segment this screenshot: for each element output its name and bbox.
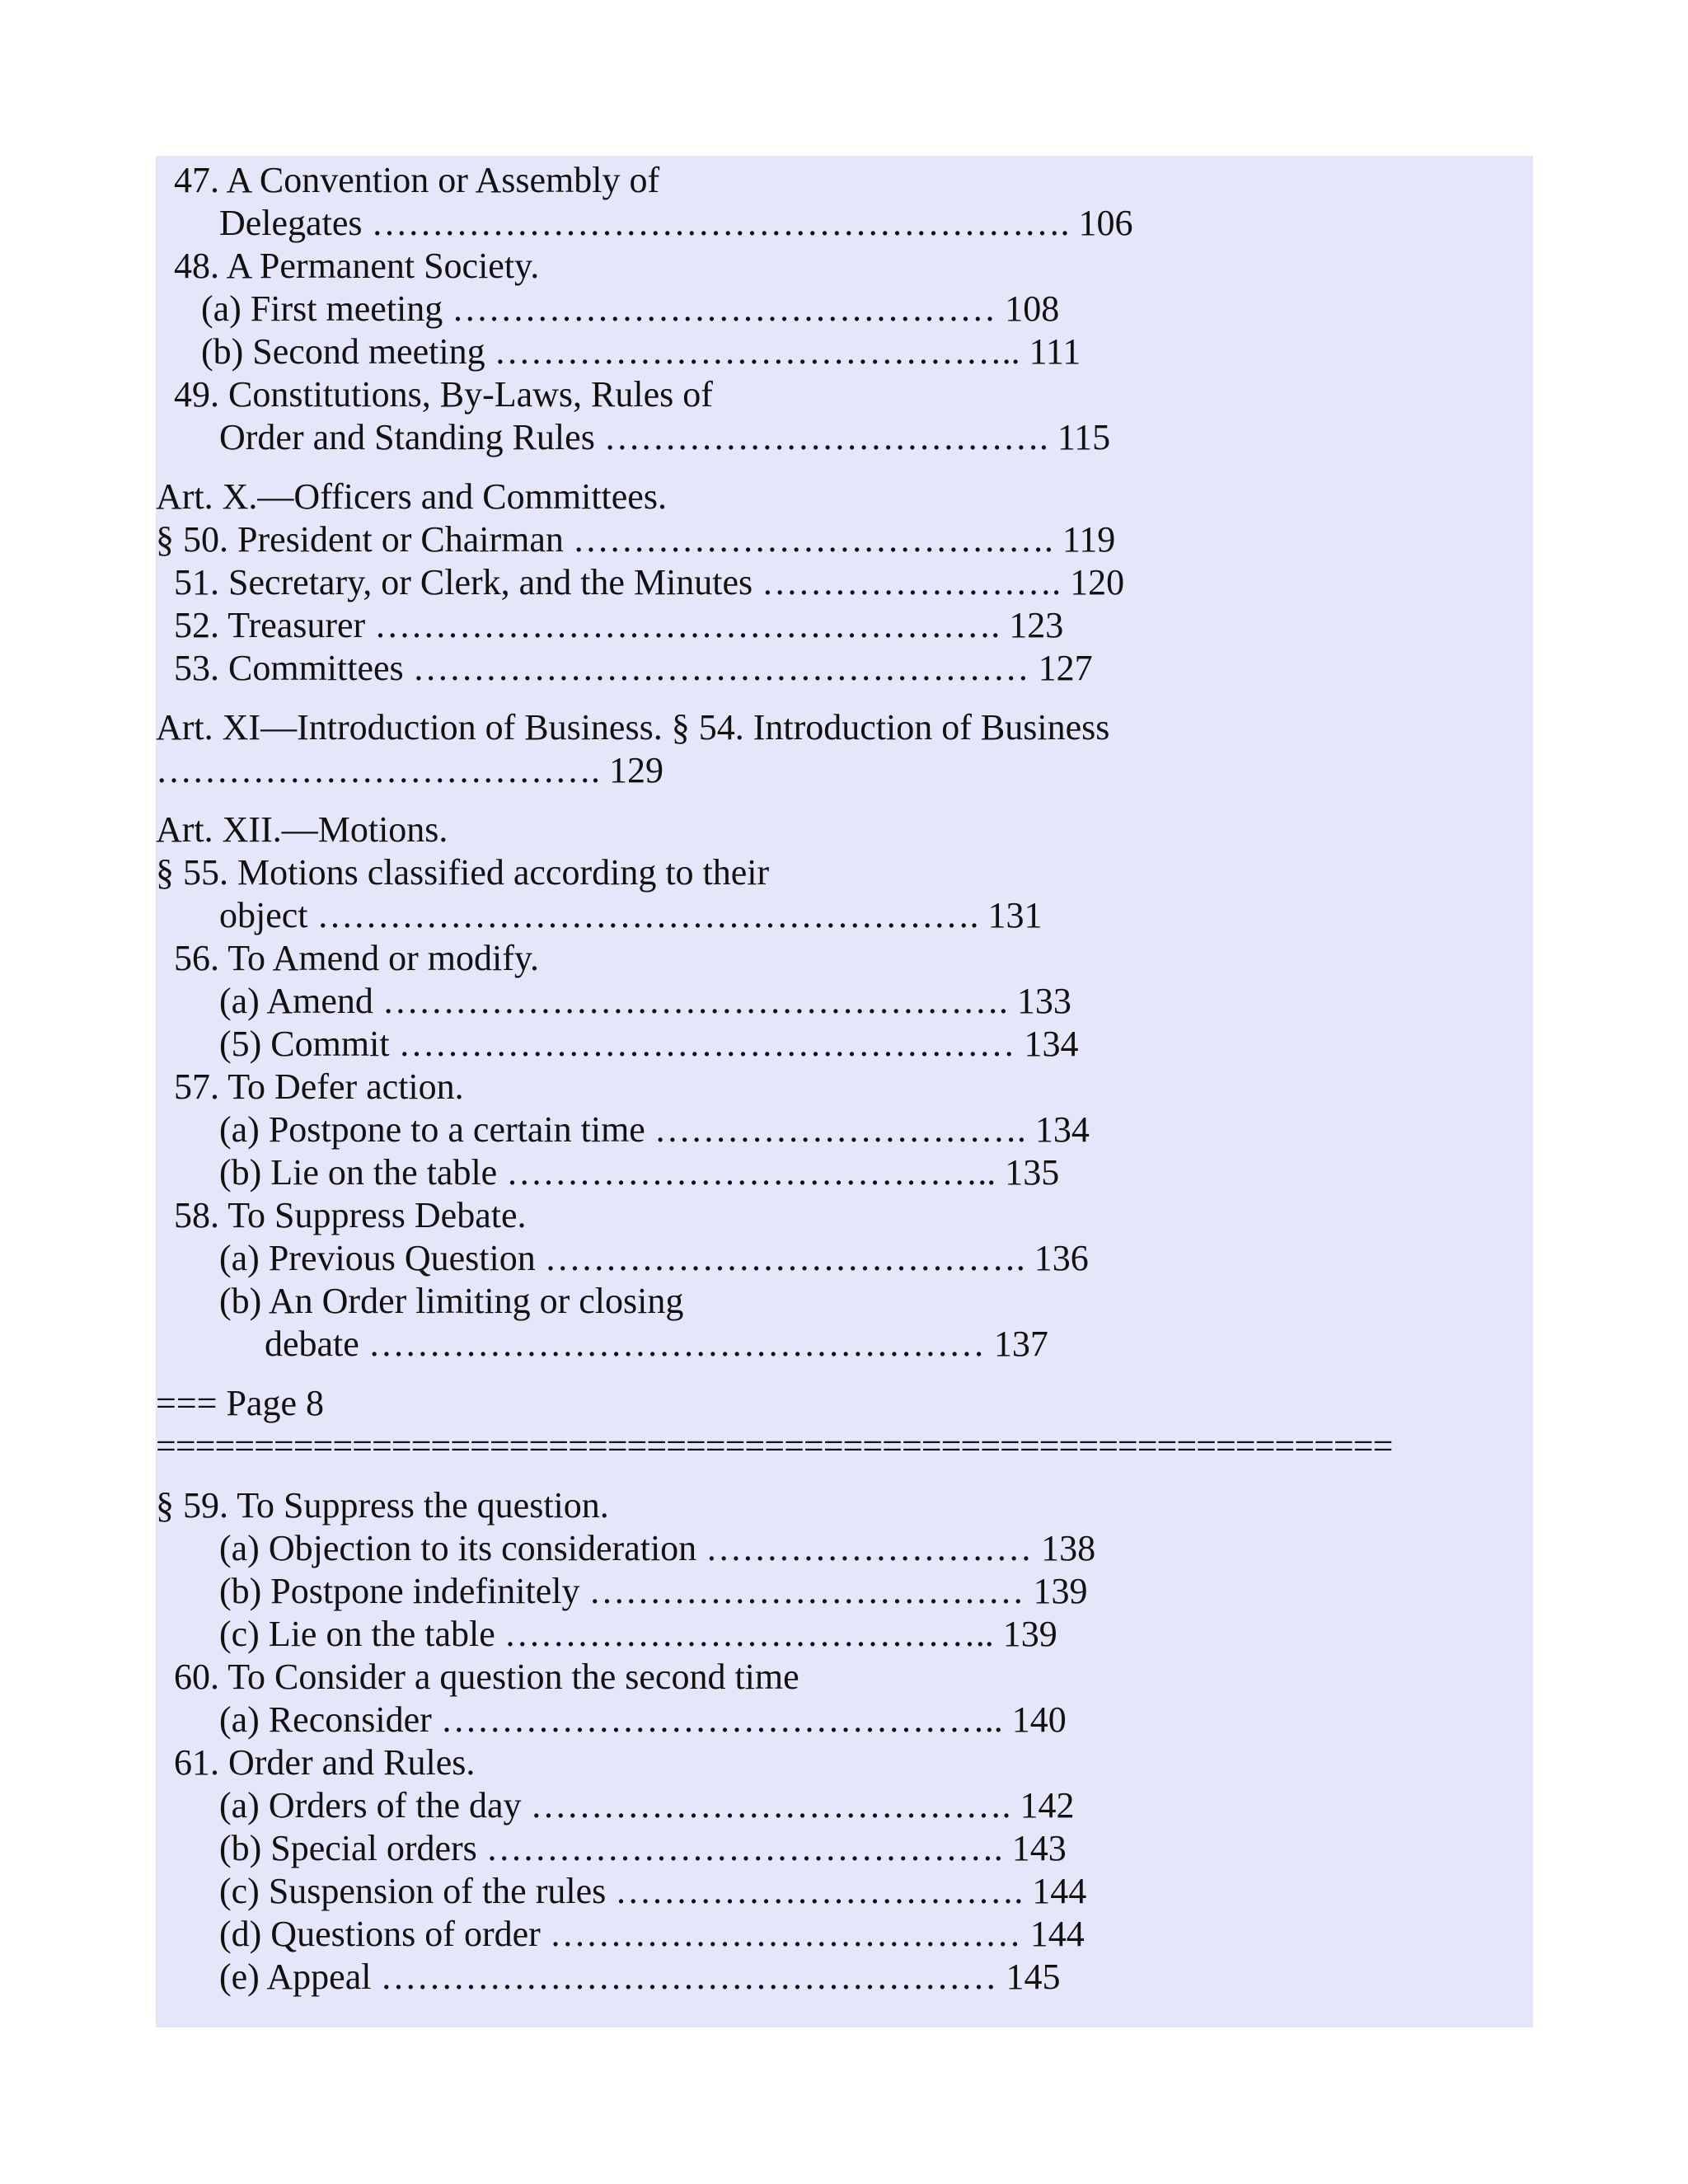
toc-entry: (b) Postpone indefinitely ……………………………… 139 [156,1571,1088,1611]
toc-entry: (d) Questions of order ………………………………… 144 [156,1914,1085,1954]
toc-block-officers [156,476,1533,690]
toc-entry: 49. Constitutions, By-Laws, Rules of [156,374,713,415]
toc-entry: 51. Secretary, or Clerk, and the Minutes ……………………. 120 [156,562,1125,602]
toc-entry: debate …………………………………………… 137 [156,1324,1048,1364]
toc-entry: 53. Committees …………………………………………… 127 [156,648,1093,688]
toc-entry: (a) First meeting ……………………………………… 108 [156,288,1060,329]
toc-entry: Art. XII.—Motions. [156,809,448,850]
table-of-contents [156,156,1533,1999]
toc-entry: (b) Special orders ……………………………………. 143 [156,1828,1067,1868]
toc-entry: Art. XI—Introduction of Business. § 54. Introduction of Business [156,707,1110,748]
toc-entry: 61. Order and Rules. [156,1742,476,1783]
toc-entry: (c) Suspension of the rules ……………………………. 144 [156,1871,1087,1911]
toc-entry: 48. A Permanent Society. [156,246,540,286]
toc-entry: (b) Second meeting …………………………………….. 111 [156,331,1081,372]
toc-entry: 60. To Consider a question the second time [156,1657,799,1697]
toc-entry: (e) Appeal …………………………………………… 145 [156,1957,1061,1997]
toc-entry: (a) Reconsider ……………………………………….. 140 [156,1699,1067,1740]
toc-entry: § 55. Motions classified according to their [156,852,770,893]
toc-entry: 56. To Amend or modify. [156,938,540,978]
toc-entry: (a) Postpone to a certain time …………………………. 134 [156,1109,1090,1150]
toc-entry: Art. X.—Officers and Committees. [156,476,667,517]
toc-entry: (c) Lie on the table ………………………………….. 139 [156,1614,1057,1654]
toc-entry: Delegates …………………………………………………. 106 [156,203,1133,243]
toc-entry: Order and Standing Rules ………………………………. 115 [156,417,1111,457]
toc-entry: (a) Orders of the day …………………………………. 142 [156,1785,1075,1825]
document-panel [156,156,1533,2027]
toc-entry: object ………………………………………………. 131 [156,895,1043,935]
toc-entry: (b) An Order limiting or closing [156,1281,684,1321]
toc-entry: 58. To Suppress Debate. [156,1195,527,1235]
toc-entry: 57. To Defer action. [156,1066,464,1107]
toc-block-business [156,706,1533,792]
page-marker: === Page 8 [156,1383,324,1423]
toc-entry: ………………………………. 129 [156,750,663,790]
toc-block-suppress [156,1484,1533,1999]
toc-entry: (5) Commit …………………………………………… 134 [156,1024,1079,1064]
toc-entry: § 50. President or Chairman …………………………………. 119 [156,519,1116,560]
toc-entry: 52. Treasurer ……………………………………………. 123 [156,605,1064,645]
toc-entry: § 59. To Suppress the question. [156,1485,609,1526]
toc-entry: (b) Lie on the table ………………………………….. 135 [156,1152,1060,1193]
toc-entry: 47. A Convention or Assembly of [156,160,660,200]
toc-entry: (a) Objection to its consideration ……………………… 138 [156,1528,1096,1568]
toc-block-motions [156,808,1533,1366]
toc-entry: (a) Previous Question …………………………………. 136 [156,1238,1089,1278]
page-rule: =============================================================== [156,1426,1393,1466]
toc-entry: (a) Amend ……………………………………………. 133 [156,981,1071,1021]
toc-block-convention [156,159,1533,459]
